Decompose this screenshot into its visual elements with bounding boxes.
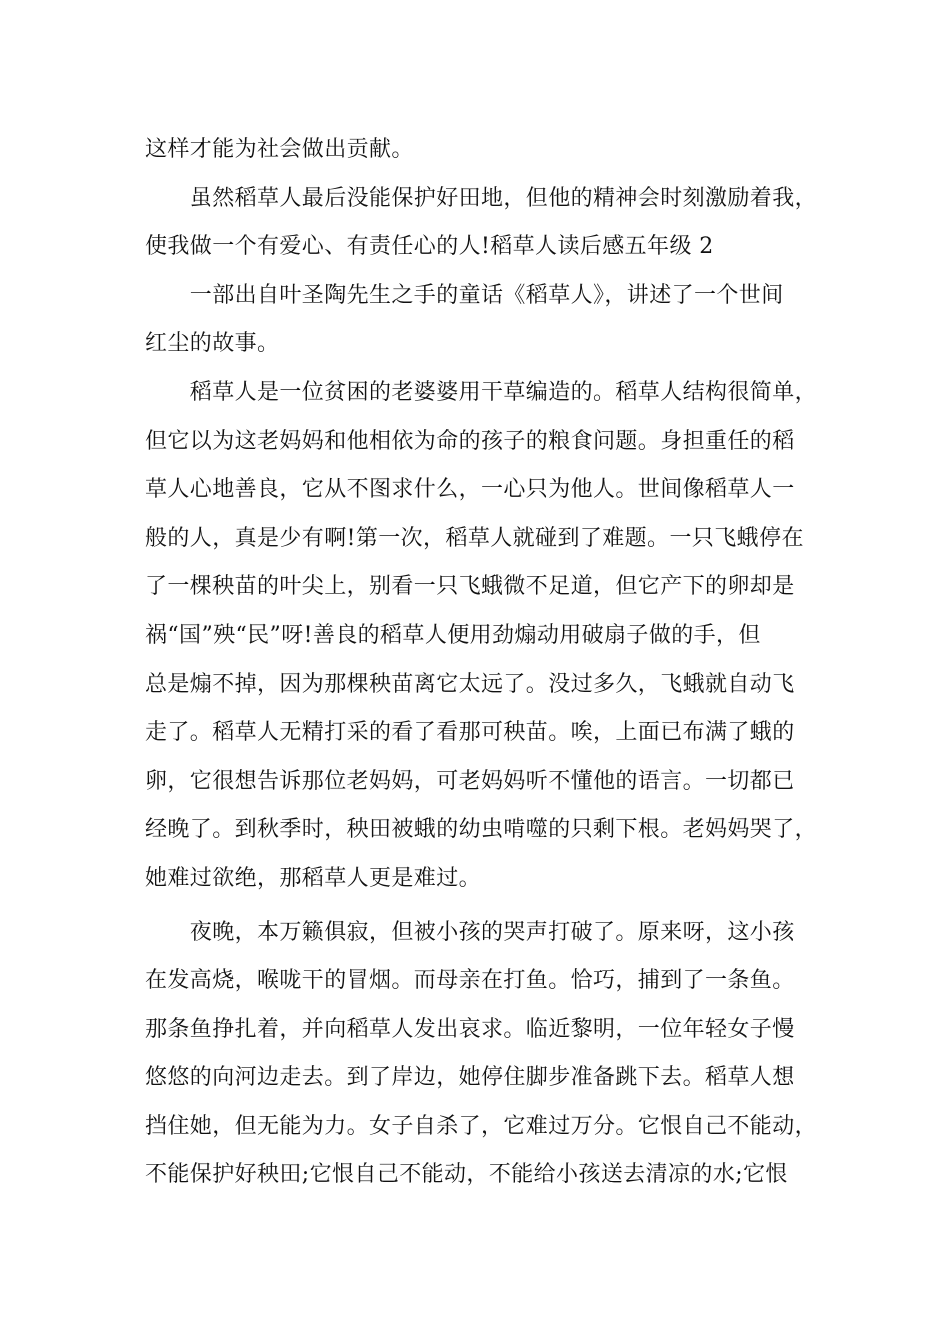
text-line: 红尘的故事。: [145, 331, 280, 357]
text-line: 那条鱼挣扎着，并向稻草人发出哀求。临近黎明，一位年轻女子慢: [145, 1016, 795, 1042]
text-line: 草人心地善良，它从不图求什么，一心只为他人。世间像稻草人一: [145, 477, 795, 503]
text-line: 经晚了。到秋季时，秧田被蛾的幼虫啃噬的只剩下根。老妈妈哭了，: [145, 817, 818, 843]
text-line: 夜晚，本万籁俱寂，但被小孩的哭声打破了。原来呀，这小孩: [145, 919, 795, 945]
text-line: 般的人，真是少有啊!第一次，稻草人就碰到了难题。一只飞蛾停在: [145, 525, 804, 551]
text-line: 了一棵秧苗的叶尖上，别看一只飞蛾微不足道，但它产下的卵却是: [145, 574, 795, 600]
text-line: 总是煽不掉，因为那棵秧苗离它太远了。没过多久，飞蛾就自动飞: [145, 671, 795, 697]
text-line: 不能保护好秧田;它恨自己不能动，不能给小孩送去清凉的水;它恨: [145, 1162, 788, 1188]
text-line: 卵，它很想告诉那位老妈妈，可老妈妈听不懂他的语言。一切都已: [145, 768, 795, 794]
text-line: 虽然稻草人最后没能保护好田地，但他的精神会时刻激励着我，: [145, 185, 818, 211]
text-line: 挡住她，但无能为力。女子自杀了，它难过万分。它恨自己不能动，: [145, 1113, 818, 1139]
text-line: 走了。稻草人无精打采的看了看那可秧苗。唉，上面已布满了蛾的: [145, 720, 795, 746]
text-line: 祸“国”殃“民”呀!善良的稻草人便用劲煽动用破扇子做的手，但: [145, 622, 761, 648]
text-line: 稻草人是一位贫困的老婆婆用干草编造的。稻草人结构很简单，: [145, 379, 818, 405]
text-line: 这样才能为社会做出贡献。: [145, 137, 414, 162]
text-line: 使我做一个有爱心、有责任心的人!稻草人读后感五年级 2: [145, 234, 714, 260]
document-body: [145, 126, 820, 1200]
text-line: 她难过欲绝，那稻草人更是难过。: [145, 865, 482, 891]
text-line: 一部出自叶圣陶先生之手的童话《稻草人》，讲述了一个世间: [145, 282, 784, 308]
text-line: 悠悠的向河边走去。到了岸边，她停住脚步准备跳下去。稻草人想: [145, 1065, 795, 1091]
text-line: 但它以为这老妈妈和他相依为命的孩子的粮食问题。身担重任的稻: [145, 428, 795, 454]
text-line: 在发高烧，喉咙干的冒烟。而母亲在打鱼。恰巧，捕到了一条鱼。: [145, 968, 795, 994]
